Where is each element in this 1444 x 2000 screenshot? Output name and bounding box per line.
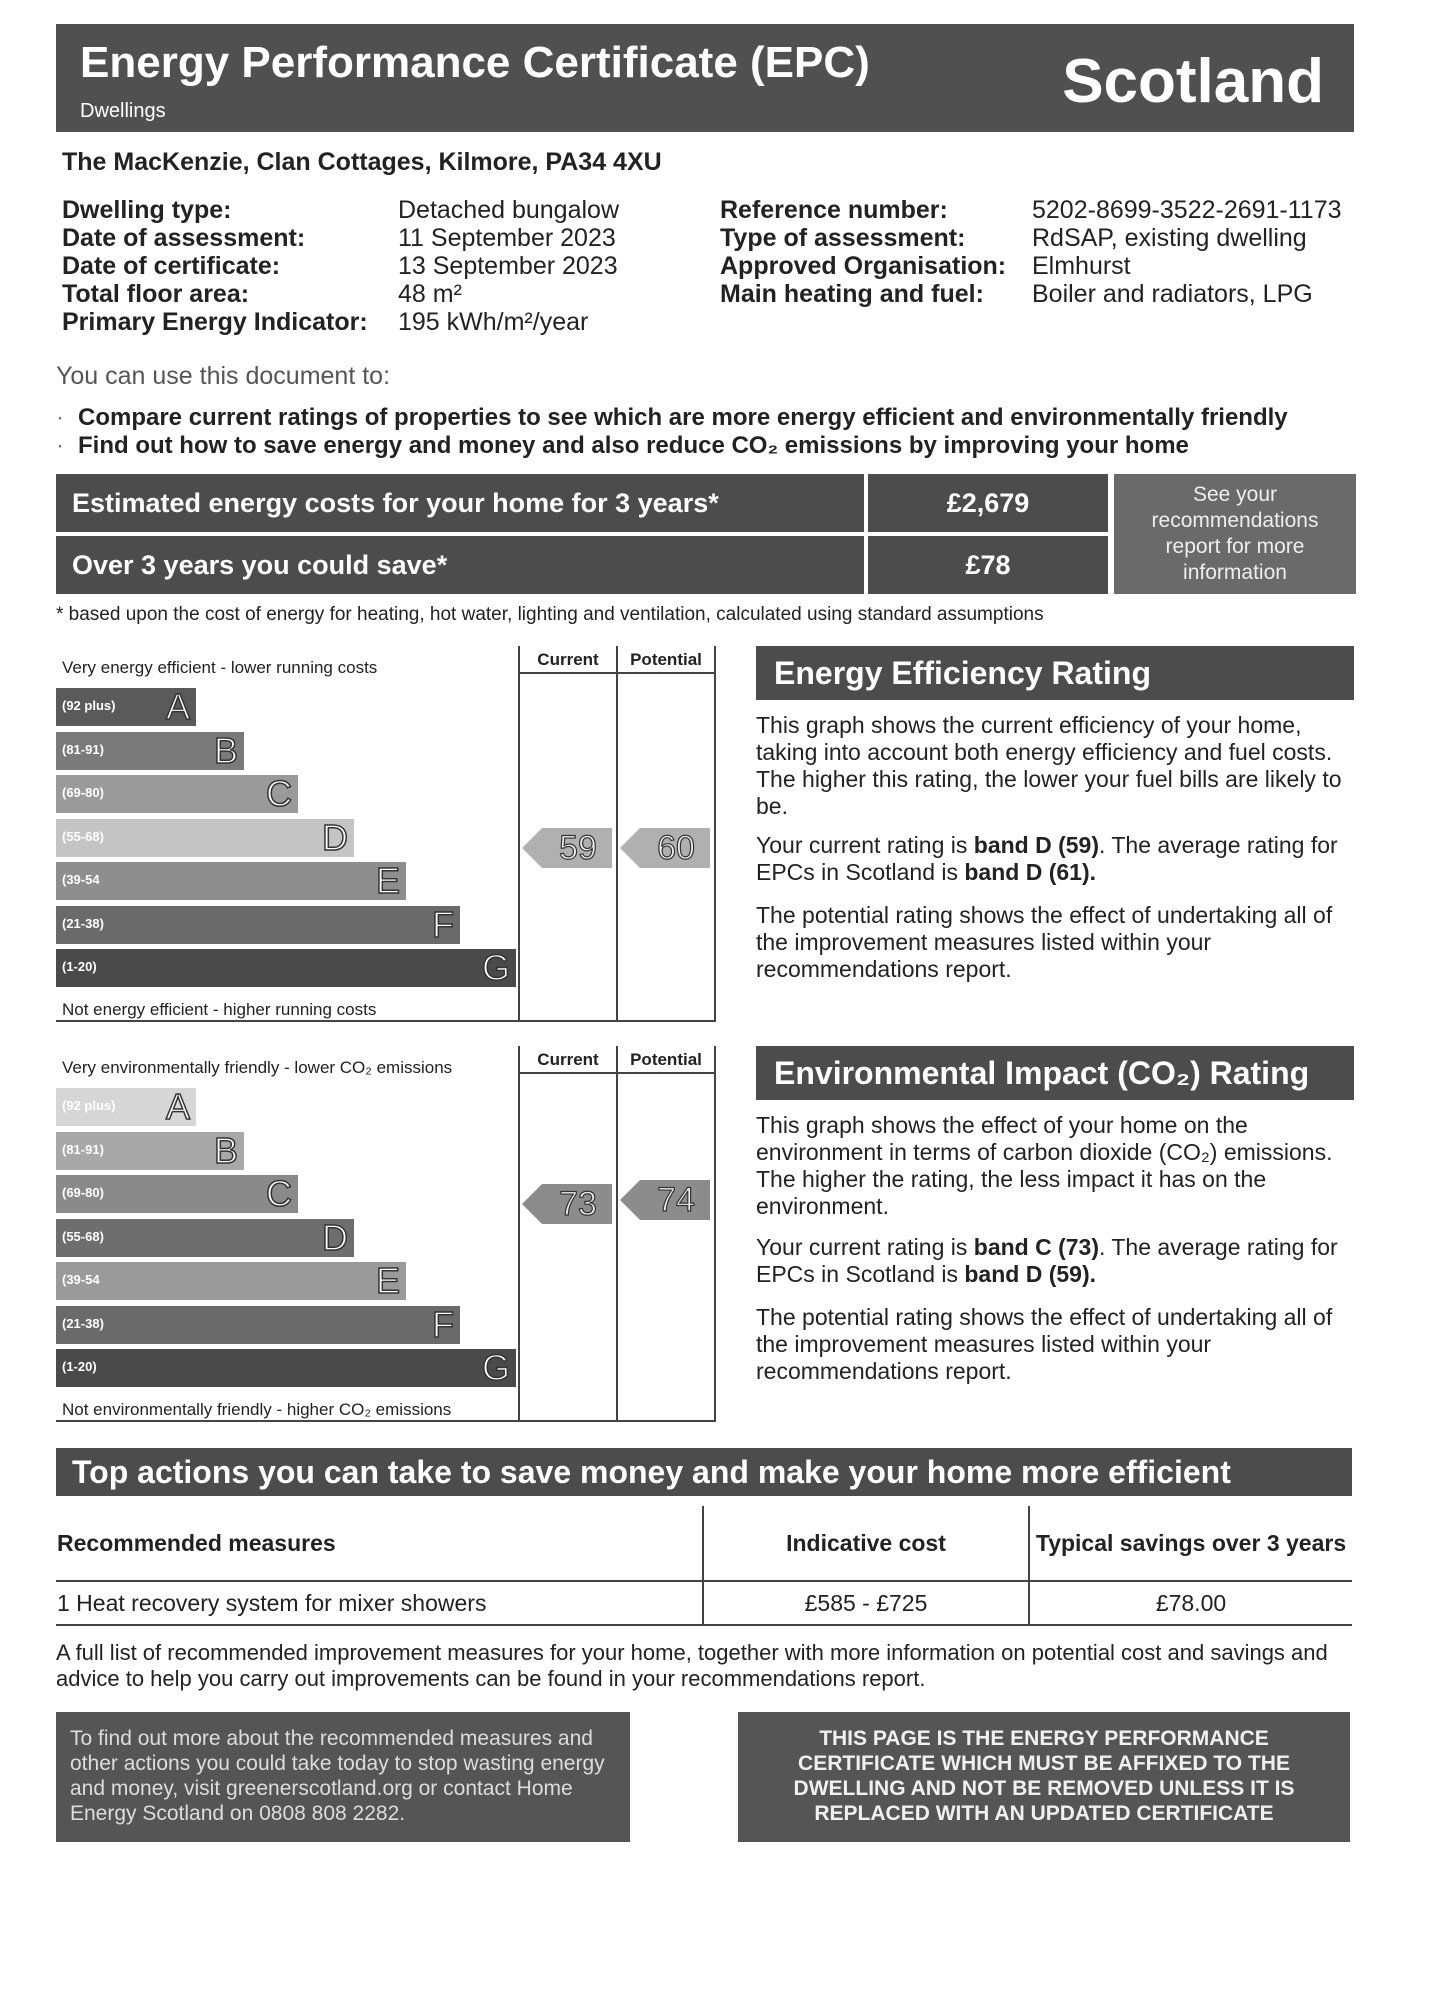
bottom-rule [56,1020,716,1022]
detail-value: 13 September 2023 [398,252,618,280]
detail-value: 195 kWh/m²/year [398,308,589,336]
env-paragraph-1: This graph shows the effect of your home on the environment in terms of carbon dioxide (CO₂) emissions. The higher the rating, the less impact it has on the environment. [756,1112,1333,1219]
detail-value: 48 m² [398,280,462,308]
band-letter: A [165,1086,190,1127]
band-letter: B [213,1129,238,1171]
detail-value: Detached bungalow [398,196,619,224]
certificate-header [56,24,1354,132]
detail-row [62,224,305,252]
certificate-subtitle: Dwellings [80,100,166,122]
certificate-title: Energy Performance Certificate (EPC) [80,38,870,87]
current-rating-arrow [522,1184,612,1224]
more-info-box: To find out more about the recommended measures and other actions you could take today to stop wasting energy and money, visit greenerscotland.org or contact Home Energy Scotland on 0808 808 2282. [56,1712,630,1842]
column-divider [616,646,618,1022]
header-rule [518,1072,716,1074]
rating-band-c [56,775,298,813]
affix-notice-box: THIS PAGE IS THE ENERGY PERFORMANCE CERTIFICATE WHICH MUST BE AFFIXED TO THE DWELLING AND NOT BE REMOVED UNLESS IT IS REPLACED WITH AN UPDATED CERTIFICATE [738,1712,1350,1842]
band-range: (39-54 [62,872,100,887]
rating-band-b [56,1129,244,1171]
potential-rating-value: 74 [657,1181,695,1219]
header-rule [518,672,716,674]
potential-column-header: Potential [630,650,702,669]
measures-header: Recommended measures [56,1506,703,1581]
energy-paragraph-2 [756,832,1346,886]
text-run: . The average rating for EPCs in Scotland is [756,1234,1338,1287]
current-band-text: band D (59) [973,832,1099,858]
env-paragraph-3: The potential rating shows the effect of undertaking all of the improvement measures listed within your recommendations report. [756,1304,1333,1384]
table-row [56,1581,1352,1625]
rating-band-a [56,688,196,726]
bullet-text: Find out how to save energy and money and also reduce CO₂ emissions by improving your home [78,432,1189,459]
reference-number: 5202-8699-3522-2691-1173 [1032,196,1342,224]
text-run: Your current rating is [756,1234,974,1260]
rating-band-d [56,1216,354,1258]
use-bullet [56,432,1189,460]
detail-label: Date of certificate: [62,252,281,280]
band-range: (69-80) [62,1185,104,1200]
full-list-note: A full list of recommended improvement measures for your home, together with more information on potential cost and savings and advice to help you carry out improvements can be found in your recommendations report. [56,1640,1328,1691]
text-run: . The average rating for EPCs in Scotland is [756,832,1338,885]
band-range: (21-38) [62,915,104,931]
detail-label: Type of assessment: [720,224,966,252]
current-rating-arrow [522,828,612,868]
cost-cell: £585 - £725 [703,1581,1029,1625]
column-divider [714,1046,716,1422]
column-divider [714,646,716,1022]
average-band-text: band D (59). [964,1261,1096,1287]
potential-column-header: Potential [630,1050,702,1069]
rating-band-c [56,1175,298,1213]
cost-header: Indicative cost [703,1506,1029,1581]
rating-band-a [56,1088,196,1126]
detail-label: Main heating and fuel: [720,280,984,308]
save-value: £78 [868,536,1108,594]
bullet-text: Compare current ratings of properties to see which are more energy efficient and environmentally friendly [78,404,1288,431]
band-letter: D [322,1216,348,1258]
use-document-title: You can use this document to: [56,362,391,390]
detail-row [720,224,965,252]
savings-header: Typical savings over 3 years [1029,1506,1352,1581]
band-range: (55-68) [62,1228,104,1244]
band-range: (55-68) [62,828,104,844]
detail-row [720,252,1006,280]
band-range: (69-80) [62,785,104,800]
detail-label: Dwelling type: [62,196,232,224]
rating-band-g [56,1349,516,1387]
rating-band-e [56,1262,406,1300]
energy-efficiency-title: Energy Efficiency Rating [756,646,1354,700]
rating-band-d [56,816,354,858]
band-letter: G [481,1347,510,1388]
energy-paragraph-3: The potential rating shows the effect of undertaking all of the improvement measures listed within your recommendations report. [756,902,1333,982]
bullet-dot: · [56,432,64,459]
bullet-dot: · [56,404,64,431]
potential-rating-arrow [620,828,710,868]
use-bullet [56,404,1288,432]
detail-label: Reference number: [720,196,948,224]
bottom-rule [56,1420,716,1422]
band-letter: D [322,816,348,858]
property-address: The MacKenzie, Clan Cottages, Kilmore, PA34 4XU [62,148,662,176]
top-actions-title: Top actions you can take to save money and make your home more efficient [56,1448,1352,1496]
column-divider [518,646,520,1022]
recommended-measures-table [56,1506,1352,1626]
detail-value: Boiler and radiators, LPG [1032,280,1313,308]
save-label: Over 3 years you could save* [56,536,864,594]
rating-band-b [56,729,244,771]
column-divider [518,1046,520,1422]
band-letter: E [375,860,400,901]
band-range: (21-38) [62,1315,104,1331]
rating-band-e [56,862,406,900]
detail-value: 11 September 2023 [398,224,616,252]
current-column-header: Current [537,650,599,669]
detail-row [62,252,280,280]
cost-footnote: * based upon the cost of energy for heating, hot water, lighting and ventilation, calculated using standard assumptions [56,604,1044,625]
band-letter: G [481,947,510,988]
detail-row [720,196,948,224]
band-range: (1-20) [62,959,97,974]
rating-band-g [56,949,516,987]
recommendations-note: See your recommendations report for more information [1114,474,1356,594]
detail-row [720,280,984,308]
current-rating-value: 59 [559,829,597,867]
potential-rating-value: 60 [657,829,695,867]
band-letter: C [266,1173,292,1214]
current-rating-value: 73 [559,1185,597,1223]
savings-cell: £78.00 [1029,1581,1352,1625]
detail-row [62,196,231,224]
measure-cell: 1 Heat recovery system for mixer showers [56,1581,703,1625]
band-range: (39-54 [62,1272,100,1287]
average-band-text: band D (61). [964,859,1096,885]
detail-value: Elmhurst [1032,252,1131,280]
environmental-impact-title: Environmental Impact (CO₂) Rating [756,1046,1354,1100]
band-letter: A [165,686,190,727]
country-label: Scotland [1062,47,1324,116]
detail-label: Primary Energy Indicator: [62,308,368,336]
text-run: Your current rating is [756,832,974,858]
band-range: (92 plus) [62,1098,116,1113]
estimated-cost-label: Estimated energy costs for your home for 3 years* [56,474,864,532]
current-column-header: Current [537,1050,599,1069]
band-letter: B [213,729,238,771]
energy-paragraph-1: This graph shows the current efficiency of your home, taking into account both energy efficiency and fuel costs. The higher this rating, the lower your fuel bills are likely to be. [756,712,1342,819]
band-letter: C [266,773,292,814]
chart-top-caption: Very energy efficient - lower running costs [62,658,378,677]
band-range: (81-91) [62,741,104,757]
detail-row [62,308,368,336]
chart-bottom-caption: Not energy efficient - higher running costs [62,1000,377,1019]
rating-band-f [56,1303,460,1345]
column-divider [616,1046,618,1422]
band-letter: F [432,1303,454,1345]
detail-label: Date of assessment: [62,224,306,252]
current-band-text: band C (73) [973,1234,1099,1260]
detail-row [62,280,249,308]
detail-label: Total floor area: [62,280,250,308]
rating-band-f [56,903,460,945]
band-letter: F [432,903,454,945]
env-paragraph-2 [756,1234,1346,1288]
detail-label: Approved Organisation: [720,252,1007,280]
estimated-cost-value: £2,679 [868,474,1108,532]
detail-value: RdSAP, existing dwelling [1032,224,1307,252]
chart-bottom-caption: Not environmentally friendly - higher CO₂ emissions [62,1400,452,1419]
table-header-row [56,1506,1352,1581]
band-range: (1-20) [62,1359,97,1374]
potential-rating-arrow [620,1180,710,1220]
band-range: (81-91) [62,1141,104,1157]
chart-top-caption: Very environmentally friendly - lower CO₂ emissions [62,1058,453,1077]
band-letter: E [375,1260,400,1301]
band-range: (92 plus) [62,698,116,713]
